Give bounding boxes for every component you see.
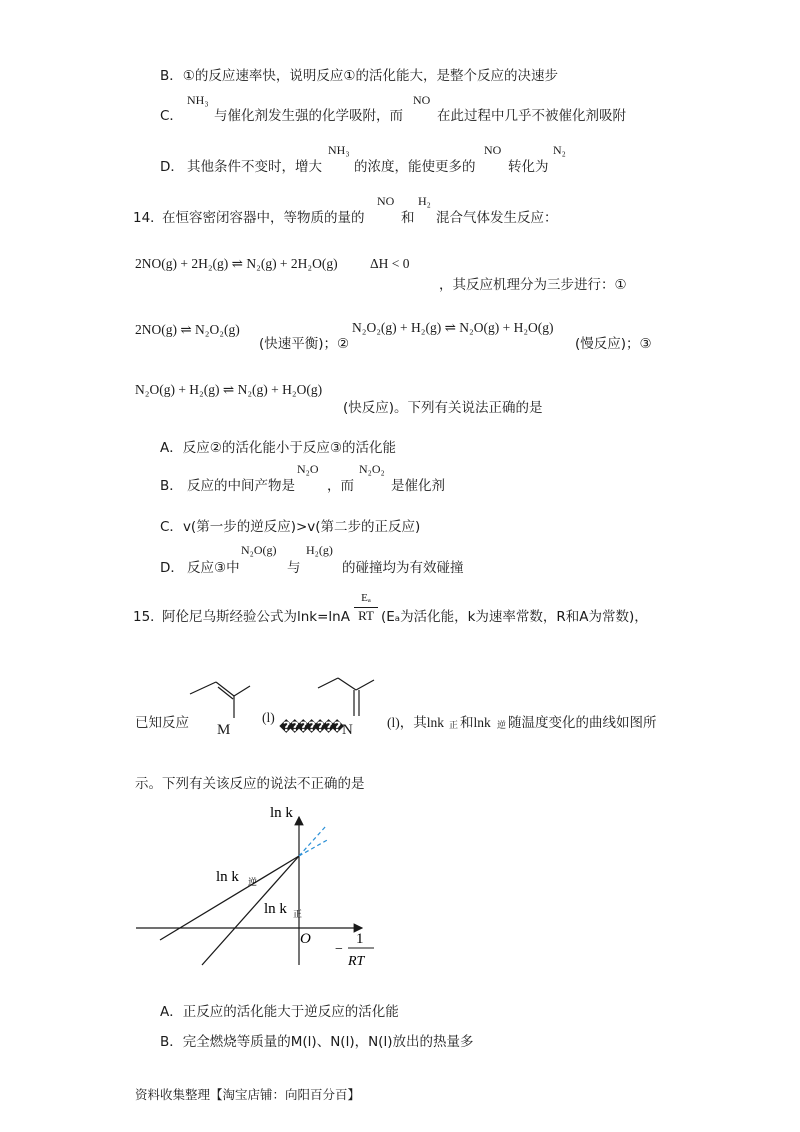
- q14-stem-text3: ，其反应机理分为三步进行：①: [439, 277, 627, 293]
- q15-stem-text3: 随温度变化的曲线如图所: [508, 715, 657, 731]
- option-text: 反应②的活化能小于反应③的活化能: [182, 440, 396, 456]
- extension-forward: [299, 826, 326, 856]
- q13-option-d-text1: 其他条件不变时，增大: [187, 159, 322, 175]
- equilibrium-arrow-glyph: �������: [279, 720, 339, 735]
- formula-n2o2: N₂O₂: [359, 462, 385, 476]
- q15-and-lnk: 和lnk: [460, 715, 491, 730]
- option-label: C．: [160, 519, 183, 535]
- equation-step3: N₂O(g) + H₂(g) ⇌ N₂(g) + H₂O(g): [135, 382, 323, 397]
- q14-stem-and: 和: [401, 210, 415, 226]
- y-axis-label: ln k: [270, 805, 293, 821]
- formula-no: NO: [413, 93, 431, 107]
- q14-option-d-text1: 反应③中: [187, 560, 240, 576]
- formula-no: NO: [377, 194, 395, 208]
- structure-m-icon: [186, 676, 256, 722]
- q14-option-b-text3: 是催化剂: [391, 478, 445, 494]
- subscript-ni: 逆: [497, 721, 507, 731]
- q14-option-d-text2: 与: [287, 560, 301, 576]
- curve-label-reverse-sub: 逆: [248, 877, 258, 887]
- q15-option-a: [160, 1000, 399, 1020]
- formula-h2-g: H₂(g): [306, 543, 333, 557]
- curve-label-reverse: ln k: [216, 869, 239, 885]
- q14-option-d-text3: 的碰撞均为有效碰撞: [342, 560, 464, 576]
- fraction-numerator: Eₐ: [361, 592, 371, 604]
- option-text: 完全燃烧等质量的M(l)、N(l)，N(l)放出的热量多: [182, 1034, 474, 1050]
- structure-n-icon: [314, 676, 382, 722]
- equation-step1: 2NO(g) ⇌ N₂O₂(g): [135, 322, 240, 337]
- option-text: v(第一步的逆反应)>v(第二步的正反应): [182, 519, 421, 535]
- q14-option-c: [160, 515, 420, 535]
- q13-option-d-label: D．: [160, 159, 184, 175]
- formula-n2: N₂: [553, 143, 566, 157]
- option-label: B．: [160, 1034, 183, 1050]
- page-footer: 资料收集整理【淘宝店铺：向阳百分百】: [135, 1087, 361, 1102]
- q14-number: 14．: [133, 210, 164, 226]
- state-liquid-2: (l)，其lnk: [387, 715, 444, 730]
- q15-stem-text1: 阿伦尼乌斯经验公式为lnk=lnA: [162, 609, 350, 625]
- formula-n2o-g: N₂O(g): [241, 543, 277, 557]
- x-axis-denominator: RT: [348, 954, 365, 969]
- x-axis-minus: −: [335, 942, 343, 957]
- formula-no: NO: [484, 143, 502, 157]
- q13-option-b: [160, 64, 558, 84]
- formula-n2o: N₂O: [297, 462, 319, 476]
- label-m: M: [217, 722, 231, 738]
- q15-known-text: 已知反应: [135, 715, 189, 731]
- option-label: A．: [160, 1004, 183, 1020]
- q15-stem-text2: (Eₐ为活化能，k为速率常数，R和A为常数)，: [381, 609, 648, 625]
- q14-option-d-label: D．: [160, 560, 184, 576]
- q14-option-b-text2: ，而: [327, 478, 354, 494]
- step1-note: (快速平衡)；②: [259, 336, 350, 352]
- formula-nh3: NH₃: [328, 143, 350, 157]
- q14-stem-text1: 在恒容密闭容器中，等物质的量的: [162, 210, 365, 226]
- state-liquid-1: (l): [262, 710, 275, 725]
- subscript-zheng: 正: [449, 721, 459, 731]
- q15-number: 15．: [133, 609, 164, 625]
- q14-option-b-label: B．: [160, 478, 183, 494]
- option-text: 正反应的活化能大于逆反应的活化能: [182, 1004, 399, 1020]
- q15-stem-text4: 示。下列有关该反应的说法不正确的是: [135, 776, 365, 792]
- q14-option-a: [160, 436, 396, 456]
- fraction-denominator: RT: [358, 608, 374, 623]
- formula-h2: H₂: [418, 194, 431, 208]
- q13-option-d-text2: 的浓度，能使更多的: [354, 159, 476, 175]
- q13-option-c-text1: 与催化剂发生强的化学吸附，而: [214, 108, 403, 124]
- equation-main: 2NO(g) + 2H₂(g) ⇌ N₂(g) + 2H₂O(g): [135, 256, 338, 271]
- curve-label-forward: ln k: [264, 901, 287, 917]
- q14-option-b-text1: 反应的中间产物是: [187, 478, 295, 494]
- q14-stem-text2: 混合气体发生反应：: [436, 210, 558, 226]
- q13-option-d-text3: 转化为: [508, 159, 549, 175]
- x-axis-numerator: 1: [356, 931, 364, 947]
- option-label: B．: [160, 68, 183, 84]
- equation-step2: N₂O₂(g) + H₂(g) ⇌ N₂O(g) + H₂O(g): [352, 320, 554, 335]
- q15-option-b: [160, 1030, 473, 1050]
- lnk-graph: [130, 795, 390, 985]
- formula-nh3: NH₃: [187, 93, 209, 107]
- extension-reverse: [299, 839, 329, 856]
- origin-label: O: [300, 931, 311, 947]
- step2-note: (慢反应)；③: [575, 336, 652, 352]
- curve-label-forward-sub: 正: [293, 909, 303, 919]
- q13-option-c-label: C．: [160, 108, 183, 124]
- enthalpy-change: ΔH < 0: [370, 256, 410, 271]
- label-n: N: [342, 722, 353, 738]
- option-text: ①的反应速率快，说明反应①的活化能大，是整个反应的决速步: [182, 68, 558, 84]
- step3-note: (快反应)。下列有关说法正确的是: [343, 400, 543, 416]
- q13-option-c-text2: 在此过程中几乎不被催化剂吸附: [437, 108, 626, 124]
- option-label: A．: [160, 440, 183, 456]
